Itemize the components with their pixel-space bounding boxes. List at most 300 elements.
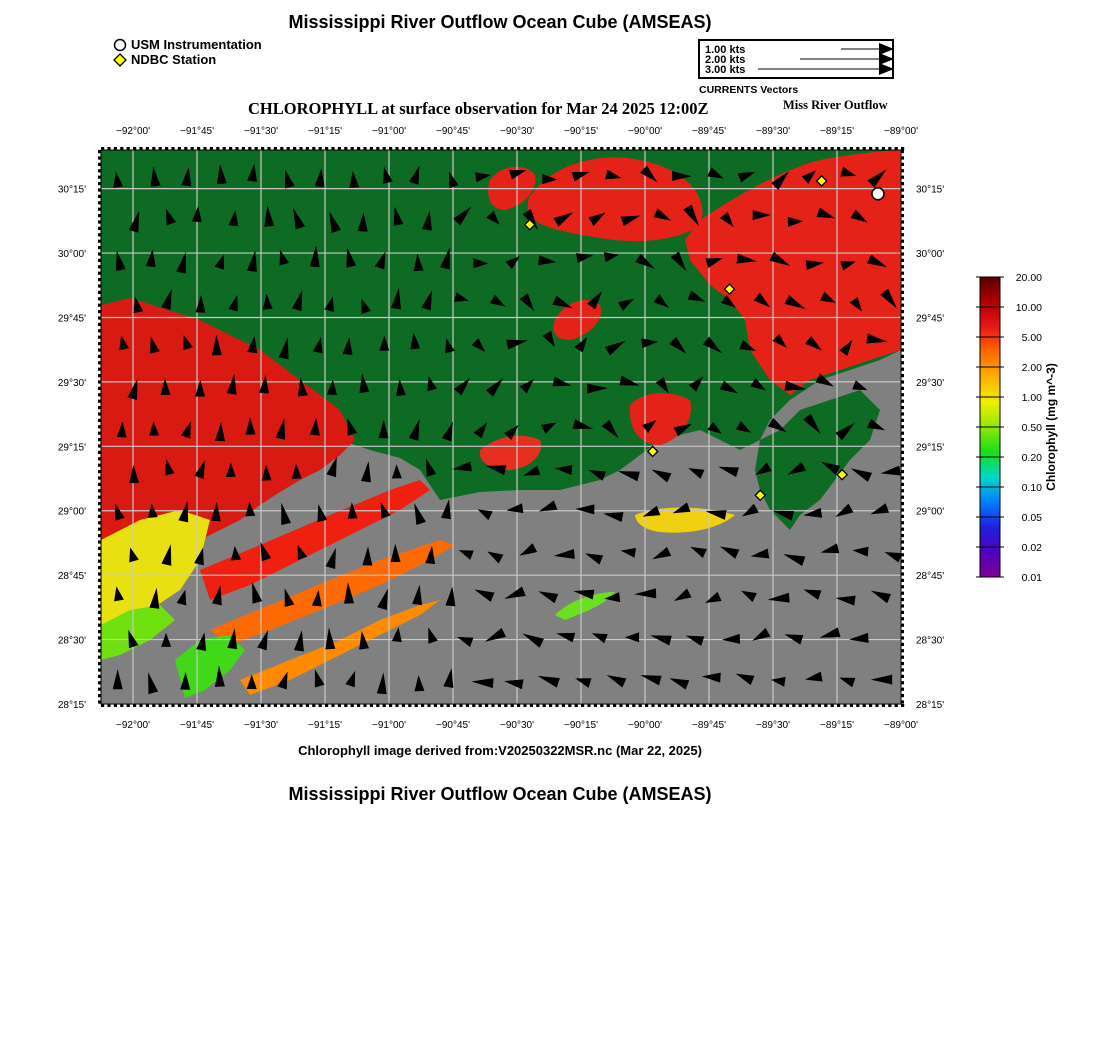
frame-tick: [901, 649, 904, 652]
frame-tick: [901, 361, 904, 364]
frame-tick: [344, 704, 347, 707]
frame-tick: [779, 147, 782, 150]
frame-tick: [818, 704, 821, 707]
frame-tick: [98, 624, 101, 627]
frame-tick: [664, 147, 667, 150]
frame-tick: [98, 361, 101, 364]
lon-tick-label: −91°30': [244, 720, 278, 731]
frame-tick: [98, 592, 101, 595]
frame-tick: [792, 147, 795, 150]
frame-tick: [98, 233, 101, 236]
frame-tick: [98, 688, 101, 691]
lon-tick-label: −89°00': [884, 720, 918, 731]
frame-tick: [255, 704, 258, 707]
frame-tick: [901, 329, 904, 332]
frame-tick: [331, 704, 334, 707]
frame-tick: [632, 704, 635, 707]
frame-tick: [159, 147, 162, 150]
frame-tick: [479, 704, 482, 707]
frame-tick: [805, 704, 808, 707]
frame-tick: [485, 147, 488, 150]
frame-tick: [901, 540, 904, 543]
frame-tick: [901, 643, 904, 646]
frame-tick: [98, 540, 101, 543]
lon-tick-label: −89°30': [756, 720, 790, 731]
frame-tick: [901, 457, 904, 460]
frame-tick: [645, 147, 648, 150]
frame-tick: [287, 147, 290, 150]
frame-tick: [613, 147, 616, 150]
frame-tick: [98, 560, 101, 563]
frame-tick: [98, 604, 101, 607]
frame-tick: [191, 704, 194, 707]
frame-tick: [754, 147, 757, 150]
frame-tick: [351, 704, 354, 707]
frame-tick: [888, 147, 891, 150]
frame-tick: [683, 147, 686, 150]
frame-tick: [184, 704, 187, 707]
frame-tick: [98, 419, 101, 422]
frame-tick: [901, 150, 904, 153]
frame-tick: [863, 704, 866, 707]
frame-tick: [98, 489, 101, 492]
frame-tick: [280, 704, 283, 707]
frame-tick: [645, 704, 648, 707]
lat-tick-label: 30°15': [916, 184, 945, 196]
frame-tick: [901, 604, 904, 607]
frame-tick: [146, 704, 149, 707]
frame-tick: [901, 668, 904, 671]
frame-tick: [440, 147, 443, 150]
frame-tick: [703, 147, 706, 150]
lat-tick-label: 28°45': [57, 571, 86, 583]
frame-tick: [139, 704, 142, 707]
lat-labels-right: [916, 185, 944, 711]
frame-tick: [901, 560, 904, 563]
frame-tick: [299, 147, 302, 150]
frame-tick: [107, 147, 110, 150]
frame-tick: [98, 272, 101, 275]
frame-tick: [587, 147, 590, 150]
frame-tick: [434, 147, 437, 150]
frame-tick: [869, 147, 872, 150]
frame-tick: [98, 412, 101, 415]
frame-tick: [523, 147, 526, 150]
frame-tick: [901, 528, 904, 531]
frame-tick: [223, 147, 226, 150]
frame-tick: [901, 470, 904, 473]
frame-tick: [901, 521, 904, 524]
lon-tick-label: −89°30': [756, 126, 790, 137]
frame-tick: [555, 704, 558, 707]
frame-tick: [517, 147, 520, 150]
frame-tick: [293, 704, 296, 707]
frame-tick: [837, 704, 840, 707]
frame-tick: [901, 284, 904, 287]
frame-tick: [127, 147, 130, 150]
colorbar-tick-label: 10.00: [1015, 302, 1042, 314]
frame-tick: [98, 188, 101, 191]
frame-tick: [363, 147, 366, 150]
lat-tick-label: 29°15': [916, 442, 945, 454]
frame-tick: [696, 147, 699, 150]
usm-station-icon: [872, 188, 884, 200]
frame-tick: [901, 502, 904, 505]
frame-tick: [747, 704, 750, 707]
colorbar-tick-label: 0.01: [1021, 572, 1042, 584]
frame-tick: [677, 147, 680, 150]
lon-tick-label: −92°00': [116, 126, 150, 137]
frame-tick: [165, 147, 168, 150]
frame-tick: [722, 704, 725, 707]
frame-tick: [587, 704, 590, 707]
frame-tick: [831, 147, 834, 150]
frame-tick: [901, 432, 904, 435]
frame-tick: [901, 240, 904, 243]
frame-tick: [850, 147, 853, 150]
colorbar-tick-label: 1.00: [1021, 392, 1042, 404]
frame-tick: [728, 704, 731, 707]
frame-tick: [709, 704, 712, 707]
frame-tick: [619, 147, 622, 150]
frame-tick: [799, 147, 802, 150]
frame-tick: [299, 704, 302, 707]
frame-tick: [543, 147, 546, 150]
frame-tick: [98, 323, 101, 326]
frame-tick: [306, 704, 309, 707]
frame-tick: [901, 406, 904, 409]
frame-tick: [626, 704, 629, 707]
colorbar-tick-label: 0.10: [1021, 482, 1042, 494]
frame-tick: [843, 147, 846, 150]
frame-tick: [901, 195, 904, 198]
frame-tick: [98, 470, 101, 473]
frame-tick: [594, 704, 597, 707]
frame-tick: [901, 278, 904, 281]
frame-tick: [696, 704, 699, 707]
frame-tick: [363, 704, 366, 707]
frame-tick: [152, 147, 155, 150]
frame-tick: [895, 147, 898, 150]
frame-tick: [491, 704, 494, 707]
colorbar-tick-label: 0.05: [1021, 512, 1042, 524]
frame-tick: [901, 636, 904, 639]
frame-tick: [811, 704, 814, 707]
frame-tick: [901, 451, 904, 454]
frame-tick: [216, 147, 219, 150]
frame-tick: [210, 704, 213, 707]
frame-tick: [805, 147, 808, 150]
frame-tick: [98, 579, 101, 582]
lat-tick-label: 28°15': [916, 700, 945, 711]
frame-tick: [408, 147, 411, 150]
footer-title: Mississippi River Outflow Ocean Cube (AMSEAS): [288, 784, 712, 804]
frame-tick: [901, 355, 904, 358]
lon-tick-label: −91°00': [372, 126, 406, 137]
frame-tick: [98, 675, 101, 678]
frame-tick: [901, 617, 904, 620]
frame-tick: [98, 297, 101, 300]
frame-tick: [127, 704, 130, 707]
lat-tick-label: 30°15': [57, 184, 86, 196]
frame-tick: [459, 147, 462, 150]
frame-tick: [901, 675, 904, 678]
frame-tick: [98, 534, 101, 537]
frame-tick: [901, 380, 904, 383]
frame-tick: [901, 227, 904, 230]
frame-tick: [715, 704, 718, 707]
frame-tick: [98, 502, 101, 505]
vector-key-2kt: 2.00 kts: [705, 54, 746, 66]
frame-tick: [741, 147, 744, 150]
frame-tick: [389, 704, 392, 707]
frame-tick: [562, 704, 565, 707]
frame-tick: [98, 656, 101, 659]
frame-tick: [427, 147, 430, 150]
frame-tick: [901, 214, 904, 217]
frame-tick: [159, 704, 162, 707]
frame-tick: [325, 704, 328, 707]
frame-tick: [786, 704, 789, 707]
frame-tick: [536, 147, 539, 150]
frame-tick: [434, 704, 437, 707]
frame-tick: [267, 704, 270, 707]
lon-tick-label: −90°45': [436, 126, 470, 137]
frame-tick: [338, 147, 341, 150]
frame-tick: [523, 704, 526, 707]
legend-usm-label: USM Instrumentation: [131, 37, 262, 52]
frame-tick: [120, 704, 123, 707]
frame-tick: [530, 147, 533, 150]
frame-tick: [98, 457, 101, 460]
frame-tick: [639, 147, 642, 150]
frame-tick: [101, 704, 104, 707]
lat-tick-label: 28°15': [57, 700, 86, 711]
frame-tick: [98, 700, 101, 703]
frame-tick: [274, 704, 277, 707]
frame-tick: [901, 547, 904, 550]
frame-tick: [114, 147, 117, 150]
frame-tick: [901, 425, 904, 428]
colorbar-tick-label: 2.00: [1021, 362, 1042, 374]
frame-tick: [312, 704, 315, 707]
frame-tick: [98, 156, 101, 159]
frame-tick: [98, 182, 101, 185]
frame-tick: [786, 147, 789, 150]
frame-tick: [98, 528, 101, 531]
frame-tick: [491, 147, 494, 150]
frame-tick: [370, 147, 373, 150]
frame-tick: [98, 214, 101, 217]
frame-tick: [98, 368, 101, 371]
frame-tick: [690, 704, 693, 707]
colorbar-tick-label: 5.00: [1021, 332, 1042, 344]
frame-tick: [242, 704, 245, 707]
frame-tick: [901, 438, 904, 441]
lon-tick-label: −89°45': [692, 126, 726, 137]
lat-tick-label: 30°00': [57, 249, 86, 261]
frame-tick: [901, 534, 904, 537]
frame-tick: [287, 704, 290, 707]
frame-tick: [98, 406, 101, 409]
frame-tick: [415, 704, 418, 707]
legend-ndbc-label: NDBC Station: [131, 52, 217, 67]
map-subtitle: CHLOROPHYLL at surface observation for Mar 24 2025 12:00Z: [248, 99, 709, 118]
frame-tick: [357, 704, 360, 707]
frame-tick: [901, 464, 904, 467]
frame-tick: [901, 252, 904, 255]
frame-tick: [901, 201, 904, 204]
frame-tick: [818, 147, 821, 150]
frame-tick: [152, 704, 155, 707]
frame-tick: [98, 387, 101, 390]
frame-tick: [191, 147, 194, 150]
lon-tick-label: −91°45': [180, 126, 214, 137]
frame-tick: [568, 704, 571, 707]
frame-tick: [319, 147, 322, 150]
frame-tick: [98, 483, 101, 486]
frame-tick: [98, 227, 101, 230]
frame-tick: [459, 704, 462, 707]
lat-labels-left: [58, 185, 86, 711]
lon-tick-label: −91°30': [244, 126, 278, 137]
frame-tick: [98, 348, 101, 351]
colorbar-tick-label: 0.02: [1021, 542, 1042, 554]
frame-tick: [203, 147, 206, 150]
frame-tick: [98, 515, 101, 518]
frame-tick: [824, 147, 827, 150]
frame-tick: [651, 147, 654, 150]
frame-tick: [715, 147, 718, 150]
frame-tick: [98, 432, 101, 435]
lat-tick-label: 28°45': [916, 571, 945, 583]
frame-tick: [671, 704, 674, 707]
frame-tick: [98, 240, 101, 243]
frame-tick: [901, 368, 904, 371]
frame-tick: [888, 704, 891, 707]
frame-tick: [98, 508, 101, 511]
frame-tick: [453, 147, 456, 150]
frame-tick: [837, 147, 840, 150]
frame-tick: [882, 147, 885, 150]
frame-tick: [178, 147, 181, 150]
frame-tick: [901, 681, 904, 684]
frame-tick: [594, 147, 597, 150]
frame-tick: [901, 412, 904, 415]
lat-tick-label: 29°45': [916, 313, 945, 325]
frame-tick: [901, 265, 904, 268]
frame-tick: [664, 704, 667, 707]
lon-tick-label: −91°15': [308, 720, 342, 731]
frame-tick: [901, 233, 904, 236]
lat-tick-label: 29°00': [57, 506, 86, 518]
frame-tick: [98, 265, 101, 268]
frame-tick: [242, 147, 245, 150]
frame-tick: [722, 147, 725, 150]
frame-tick: [901, 496, 904, 499]
frame-tick: [98, 438, 101, 441]
frame-tick: [98, 553, 101, 556]
colorbar-tick-label: 0.20: [1021, 452, 1042, 464]
frame-tick: [376, 704, 379, 707]
frame-tick: [875, 147, 878, 150]
frame-tick: [901, 272, 904, 275]
frame-tick: [235, 147, 238, 150]
frame-tick: [901, 400, 904, 403]
frame-tick: [472, 147, 475, 150]
lon-tick-label: −89°15': [820, 720, 854, 731]
frame-tick: [856, 147, 859, 150]
frame-tick: [171, 147, 174, 150]
frame-tick: [901, 291, 904, 294]
frame-tick: [98, 668, 101, 671]
frame-tick: [255, 147, 258, 150]
frame-tick: [98, 284, 101, 287]
frame-tick: [619, 704, 622, 707]
frame-tick: [402, 147, 405, 150]
frame-tick: [235, 704, 238, 707]
frame-tick: [383, 704, 386, 707]
frame-tick: [773, 704, 776, 707]
frame-tick: [901, 163, 904, 166]
frame-tick: [901, 476, 904, 479]
frame-tick: [98, 598, 101, 601]
frame-tick: [98, 496, 101, 499]
lat-tick-label: 29°30': [57, 377, 86, 389]
frame-tick: [632, 147, 635, 150]
frame-tick: [479, 147, 482, 150]
frame-tick: [395, 147, 398, 150]
frame-tick: [895, 704, 898, 707]
frame-tick: [229, 147, 232, 150]
frame-tick: [197, 704, 200, 707]
frame-tick: [651, 704, 654, 707]
frame-tick: [735, 147, 738, 150]
frame-tick: [901, 483, 904, 486]
frame-tick: [824, 704, 827, 707]
frame-tick: [901, 188, 904, 191]
frame-tick: [901, 342, 904, 345]
frame-tick: [607, 147, 610, 150]
frame-tick: [549, 147, 552, 150]
frame-tick: [901, 182, 904, 185]
frame-tick: [901, 566, 904, 569]
frame-tick: [210, 147, 213, 150]
frame-tick: [575, 704, 578, 707]
frame-tick: [735, 704, 738, 707]
lon-tick-label: −90°30': [500, 720, 534, 731]
frame-tick: [901, 348, 904, 351]
lon-tick-label: −92°00': [116, 720, 150, 731]
frame-tick: [98, 291, 101, 294]
lat-tick-label: 28°30': [916, 635, 945, 647]
frame-tick: [504, 147, 507, 150]
frame-tick: [331, 147, 334, 150]
frame-tick: [901, 585, 904, 588]
frame-tick: [901, 508, 904, 511]
frame-tick: [139, 147, 142, 150]
frame-tick: [421, 147, 424, 150]
frame-tick: [98, 310, 101, 313]
frame-tick: [383, 147, 386, 150]
frame-tick: [901, 694, 904, 697]
frame-tick: [747, 147, 750, 150]
frame-tick: [98, 252, 101, 255]
vector-key-1kt: 1.00 kts: [705, 44, 746, 56]
frame-tick: [901, 662, 904, 665]
frame-tick: [389, 147, 392, 150]
frame-tick: [869, 704, 872, 707]
